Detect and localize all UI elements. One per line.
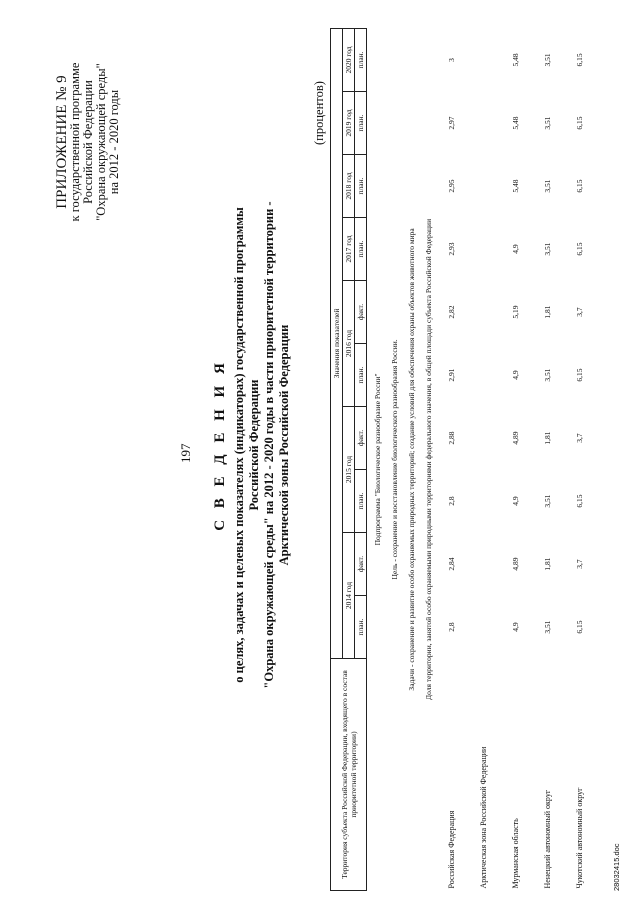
table-cell: 3,7: [574, 559, 584, 569]
appendix-line: "Охрана окружающей среды": [94, 63, 108, 221]
table-cell: 5,48: [510, 116, 520, 130]
table-cell: [467, 218, 499, 281]
year-header: 2014 год: [343, 533, 355, 659]
table-cell: 3,51: [542, 53, 552, 67]
table-cell: 3,7: [574, 433, 584, 443]
table-row: [467, 28, 499, 890]
table-cell: 2,88: [446, 431, 456, 445]
table-cell: 6,15: [574, 116, 584, 130]
table-cell: 2,91: [446, 368, 456, 382]
territory-name: Ненецкий автономный округ: [542, 789, 552, 889]
table-cell: 2,8: [446, 496, 456, 506]
table-cell: 4,9: [510, 622, 520, 632]
indicator-text: Доля территории, занятой особо охраняемыми природными территориями федерального значения, в общей площади субъекта Российской Федерации: [424, 218, 433, 700]
table-cell: 2,97: [446, 116, 456, 130]
table-cell: 2,82: [446, 305, 456, 319]
table-cell: 4,89: [510, 431, 520, 445]
goal-text: Цель - сохранение и восстановление биологического разнообразия России.: [390, 339, 399, 580]
table-cell: 3: [446, 58, 456, 62]
title-line: о целях, задачах и целевых показателях (индикаторах) государственной программы Российской Федерации: [232, 207, 261, 683]
table-cell: [467, 281, 499, 344]
year-header: 2020 год: [343, 28, 355, 91]
appendix-line: Российской Федерации: [81, 80, 95, 204]
table-cell: 2,8: [446, 622, 456, 632]
table-cell: [467, 533, 499, 596]
table-cell: 6,15: [574, 179, 584, 193]
table-cell: 2,93: [446, 242, 456, 256]
table-cell: 6,15: [574, 242, 584, 256]
plan-subheader: план.: [355, 596, 367, 659]
document-file-id: 28032415.doc: [612, 843, 621, 891]
subprogram-title: Подпрограмма "Биологическое разнообразие России": [373, 373, 382, 546]
table-cell: 3,51: [542, 242, 552, 256]
tasks-text: Задачи - сохранение и развитие особо охраняемых природных территорий; создание условий для обеспечения охраны объектов животного мира: [407, 228, 416, 691]
plan-subheader: план.: [355, 155, 367, 218]
year-header: 2015 год: [343, 407, 355, 533]
appendix-line: на 2012 - 2020 годы: [107, 89, 121, 195]
title-line: "Охрана окружающей среды" на 2012 - 2020 годы в части приоритетной территории -: [262, 201, 276, 689]
territory-column-header: Территория субъекта Российской Федерации, входящего в состав приоритетной территории): [331, 659, 367, 891]
table-cell: 6,15: [574, 368, 584, 382]
units-label: (процентов): [312, 81, 326, 145]
table-cell: 3,51: [542, 179, 552, 193]
table-cell: 3,7: [574, 307, 584, 317]
title-heading: С В Е Д Е Н И Я: [212, 359, 228, 531]
plan-subheader: план.: [355, 470, 367, 533]
appendix-number: ПРИЛОЖЕНИЕ № 9: [54, 75, 70, 209]
table-cell: 4,9: [510, 244, 520, 254]
table-row: [435, 28, 467, 890]
table-cell: 3,51: [542, 368, 552, 382]
fact-subheader: факт.: [355, 533, 367, 596]
plan-subheader: план.: [355, 28, 367, 91]
table-cell: [467, 155, 499, 218]
territory-name: Мурманская область: [510, 818, 520, 889]
table-cell: 6,15: [574, 53, 584, 67]
indicators-table: [330, 28, 595, 891]
year-header: 2016 год: [343, 281, 355, 407]
year-header: 2018 год: [343, 155, 355, 218]
table-cell: 4,89: [510, 557, 520, 571]
table-cell: 6,15: [574, 494, 584, 508]
table-row: [563, 28, 595, 890]
table-cell: 2,84: [446, 557, 456, 571]
table-cell: [467, 470, 499, 533]
table-cell: [467, 596, 499, 659]
plan-subheader: план.: [355, 218, 367, 281]
table-cell: 1,81: [542, 305, 552, 319]
table-row: [531, 28, 563, 890]
table-cell: 3,51: [542, 620, 552, 634]
table-cell: 5,48: [510, 53, 520, 67]
table-cell: 2,95: [446, 179, 456, 193]
table-cell: [467, 407, 499, 470]
title-line: Арктической зоны Российской Федерации: [277, 324, 291, 566]
table-cell: 4,9: [510, 496, 520, 506]
table-cell: 4,9: [510, 370, 520, 380]
table-cell: 3,51: [542, 116, 552, 130]
table-cell: [467, 92, 499, 155]
table-row: [499, 28, 531, 890]
table-cell: 3,51: [542, 494, 552, 508]
fact-subheader: факт.: [355, 281, 367, 344]
table-cell: 6,15: [574, 620, 584, 634]
plan-subheader: план.: [355, 92, 367, 155]
table-cell: 5,19: [510, 305, 520, 319]
table-cell: 1,81: [542, 431, 552, 445]
document-title: [212, 175, 292, 715]
values-header: Значения показателей: [331, 28, 343, 658]
appendix-block: [56, 7, 121, 277]
page-number: 197: [178, 443, 193, 463]
plan-subheader: план.: [355, 344, 367, 407]
table-cell: [467, 344, 499, 407]
year-header: 2019 год: [343, 92, 355, 155]
appendix-line: к государственной программе: [68, 62, 82, 222]
year-header: 2017 год: [343, 218, 355, 281]
territory-name: Российская Федерация: [446, 810, 456, 889]
table-cell: 1,81: [542, 557, 552, 571]
table-cell: 5,48: [510, 179, 520, 193]
territory-name: Арктическая зона Российской Федерации: [478, 746, 488, 889]
fact-subheader: факт.: [355, 407, 367, 470]
table-cell: [467, 28, 499, 91]
territory-name: Чукотский автономный округ: [574, 787, 584, 889]
